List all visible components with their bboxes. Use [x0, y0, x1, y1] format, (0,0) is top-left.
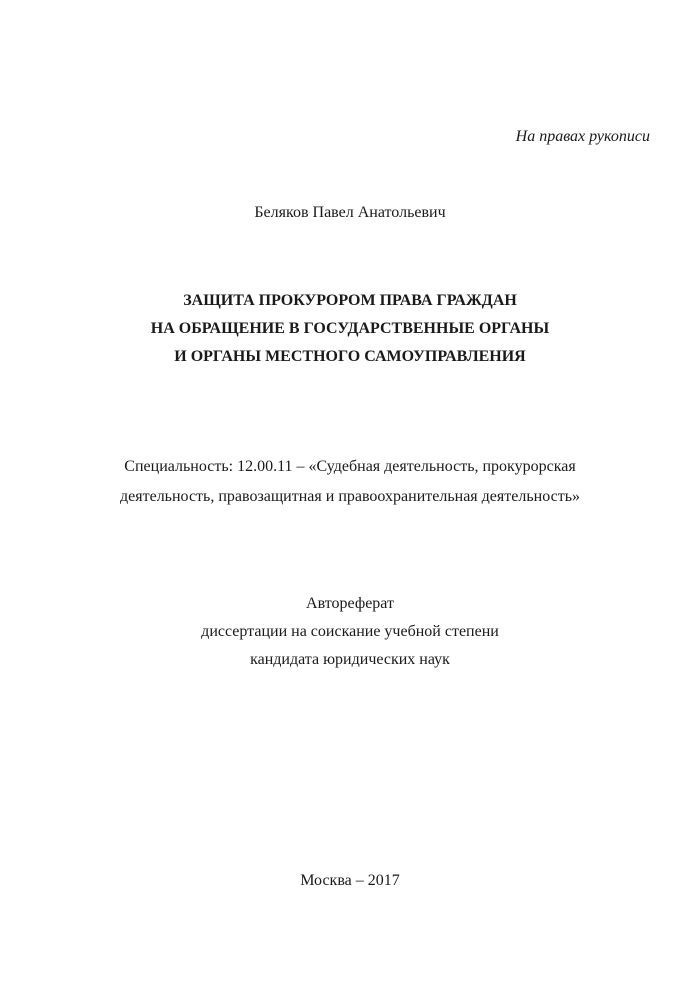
specialty-line: Специальность: 12.00.11 – «Судебная деятельность, прокурорская	[124, 458, 576, 475]
manuscript-note: На правах рукописи	[515, 128, 650, 145]
specialty-line: деятельность, правозащитная и правоохранительная деятельность»	[120, 488, 580, 505]
specialty-block	[0, 452, 700, 512]
author-name: Беляков Павел Анатольевич	[254, 204, 446, 221]
abstract-line: Автореферат	[306, 595, 394, 612]
dissertation-title	[0, 287, 700, 371]
title-line: ЗАЩИТА ПРОКУРОРОМ ПРАВА ГРАЖДАН	[183, 292, 517, 309]
title-line: И ОРГАНЫ МЕСТНОГО САМОУПРАВЛЕНИЯ	[174, 348, 526, 365]
title-line: НА ОБРАЩЕНИЕ В ГОСУДАРСТВЕННЫЕ ОРГАНЫ	[150, 320, 550, 337]
abstract-line: диссертации на соискание учебной степени	[201, 623, 499, 640]
city-year: Москва – 2017	[300, 872, 400, 889]
abstract-block	[0, 590, 700, 674]
abstract-line: кандидата юридических наук	[250, 651, 450, 668]
